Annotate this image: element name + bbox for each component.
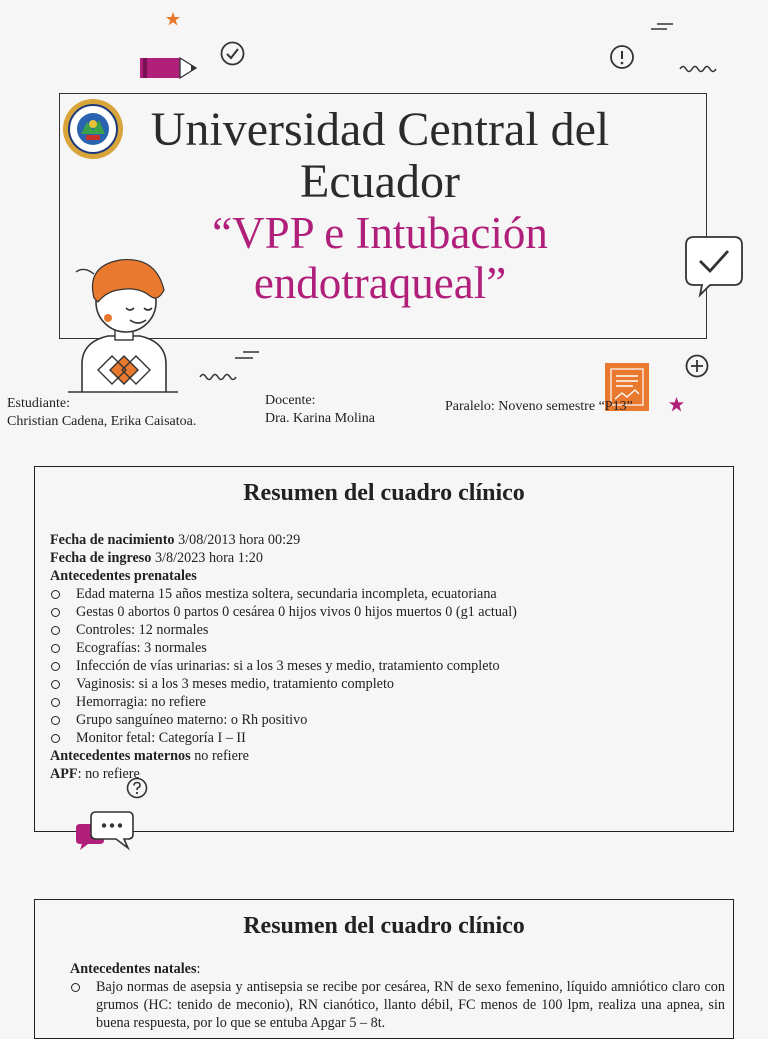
natal-label: Antecedentes natales: [70, 961, 197, 977]
list-item: Infección de vías urinarias: si a los 3 meses y medio, tratamiento completo: [50, 657, 733, 675]
list-item: Edad materna 15 años mestiza soltera, secundaria incompleta, ecuatoriana: [50, 585, 733, 603]
plus-circle-icon: [685, 354, 709, 378]
paralelo-info: Paralelo: Noveno semestre “P13”: [445, 399, 633, 414]
presentation-topic: “VPP e Intubación endotraqueal”: [212, 208, 548, 308]
apf-value: : no refiere: [77, 766, 140, 782]
pencil-icon: [140, 57, 198, 79]
exclamation-circle-icon: [609, 44, 635, 70]
list-item: Vaginosis: si a los 3 meses medio, tratamiento completo: [50, 675, 733, 693]
natal-heading: Antecedentes natales:: [70, 961, 201, 977]
clinical-summary-slide-2: [34, 899, 734, 1039]
maternal-history-label: Antecedentes maternos: [50, 748, 191, 764]
teacher-info: [265, 392, 375, 428]
apf-row: [50, 765, 733, 783]
list-item: Controles: 12 normales: [50, 621, 733, 639]
list-item: Monitor fetal: Categoría I – II: [50, 729, 733, 747]
birth-date-row: [50, 531, 733, 549]
question-circle-icon: [126, 777, 148, 799]
list-item: Hemorragia: no refiere: [50, 693, 733, 711]
student-info: [7, 395, 196, 431]
admission-date-value: 3/8/2023 hora 1:20: [151, 550, 263, 566]
list-item: Bajo normas de asepsia y antisepsia se recibe por cesárea, RN de sexo femenino, líquido amniótico claro con grumos (HC: tenido de meconio), RN cianótico, llanto débil, FC menos de 100 lpm, realiza una apnea, sin buena respuesta, por lo que se entuba Apgar 5 – 8t.: [70, 978, 725, 1032]
university-title: Universidad Central del Ecuador: [150, 103, 610, 208]
checkmark-speech-bubble-icon: [684, 235, 744, 297]
admission-date-row: [50, 549, 733, 567]
maternal-history-value: no refiere: [190, 748, 249, 764]
clinical-summary-content: [50, 531, 733, 783]
student-names: Christian Cadena, Erika Caisatoa.: [7, 414, 197, 429]
star-icon: [669, 397, 684, 412]
wave-icon: [199, 372, 237, 382]
maternal-history-row: [50, 747, 733, 765]
admission-date-label: Fecha de ingreso: [50, 550, 152, 566]
prenatal-heading: Antecedentes prenatales: [50, 568, 197, 584]
slide-title: Resumen del cuadro clínico: [243, 480, 525, 506]
apf-label: APF: [50, 766, 78, 782]
chat-bubbles-icon: [74, 810, 136, 852]
list-item: Grupo sanguíneo materno: o Rh positivo: [50, 711, 733, 729]
student-character-illustration: [68, 252, 178, 394]
star-icon: [166, 12, 180, 26]
birth-date-label: Fecha de nacimiento: [50, 532, 175, 548]
natal-history-content: [70, 960, 725, 1032]
list-item: Gestas 0 abortos 0 partos 0 cesárea 0 hijos vivos 0 hijos muertos 0 (g1 actual): [50, 603, 733, 621]
student-label: Estudiante:: [7, 396, 70, 411]
check-circle-icon: [220, 41, 245, 66]
birth-date-value: 3/08/2013 hora 00:29: [174, 532, 301, 548]
teacher-label: Docente:: [265, 393, 316, 408]
prenatal-list: [50, 585, 733, 747]
list-item: Ecografías: 3 normales: [50, 639, 733, 657]
wave-icon: [679, 64, 717, 74]
slide-title: Resumen del cuadro clínico: [243, 913, 525, 939]
teacher-name: Dra. Karina Molina: [265, 411, 376, 426]
dash-lines-icon: [235, 351, 261, 361]
dash-lines-icon: [651, 23, 675, 33]
